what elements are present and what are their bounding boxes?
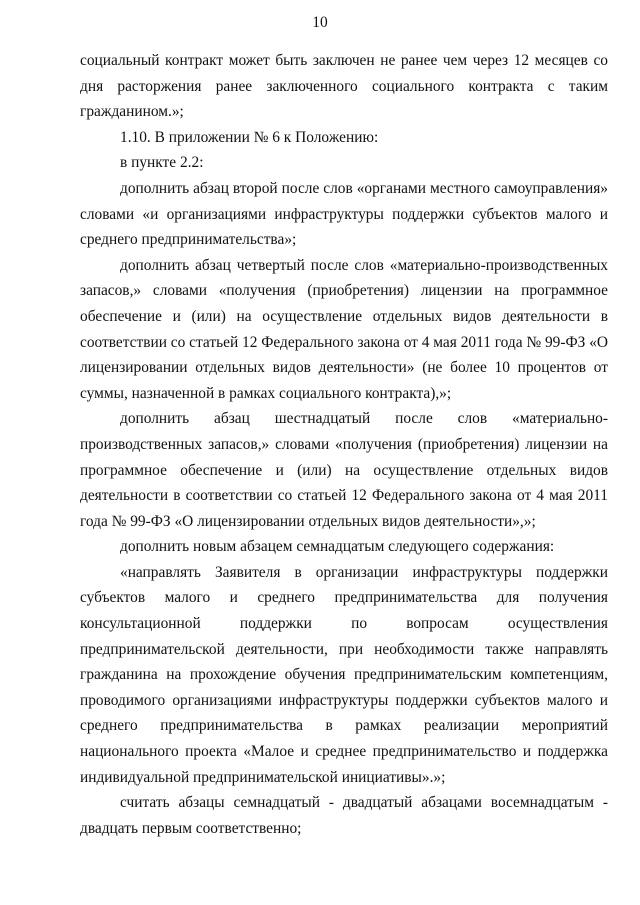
document-body (80, 48, 608, 841)
paragraph-amendment-1: дополнить абзац второй после слов «органами местного самоуправления» словами «и организациями инфраструктуры поддержки субъектов малого и среднего предпринимательства»; (80, 179, 608, 249)
page-number: 10 (312, 14, 328, 31)
paragraph-amendment-4: дополнить новым абзацем семнадцатым следующего содержания: (120, 538, 555, 556)
paragraph-amendment-3: дополнить абзац шестнадцатый после слов «материально-производственных запасов,» словами «получения (приобретения) лицензии на программное обеспечение и (или) на осуществление отдельных видов деятельности в соответствии со статьей 12 Федерального закона от 4 мая 2011 года № 99-ФЗ «О лицензировании отдельных видов деятельности»,»; (80, 410, 608, 530)
paragraph-section-heading: 1.10. В приложении № 6 к Положению: (120, 128, 379, 146)
paragraph-new-text: «направлять Заявителя в организации инфраструктуры поддержки субъектов малого и среднего предпринимательства для получения консультационной поддержки по вопросам осуществления предпринимательской деятельности, при необходимости также направлять гражданина на прохождение обучения предпринимательским компетенциям, проводимого организациями инфраструктуры поддержки субъектов малого и среднего предпринимательства в рамках реализации мероприятий национального проекта «Малое и среднее предпринимательство и поддержка индивидуальной предпринимательской инициативы».»; (80, 563, 608, 786)
paragraph-continuation: социальный контракт может быть заключен не ранее чем через 12 месяцев со дня расторжения ранее заключенного социального контракта с таким гражданином.»; (80, 52, 608, 121)
paragraph-clause: в пункте 2.2: (120, 154, 204, 172)
paragraph-renumbering: считать абзацы семнадцатый - двадцатый абзацами восемнадцатым - двадцать первым соответственно; (80, 794, 608, 837)
paragraph-amendment-2: дополнить абзац четвертый после слов «материально-производственных запасов,» словами «получения (приобретения) лицензии на программное обеспечение и (или) на осуществление отдельных видов деятельности в соответствии со статьей 12 Федерального закона от 4 мая 2011 года № 99-ФЗ «О лицензировании отдельных видов деятельности» (не более 10 процентов от суммы, назначенной в рамках социального контракта),»; (80, 256, 609, 402)
